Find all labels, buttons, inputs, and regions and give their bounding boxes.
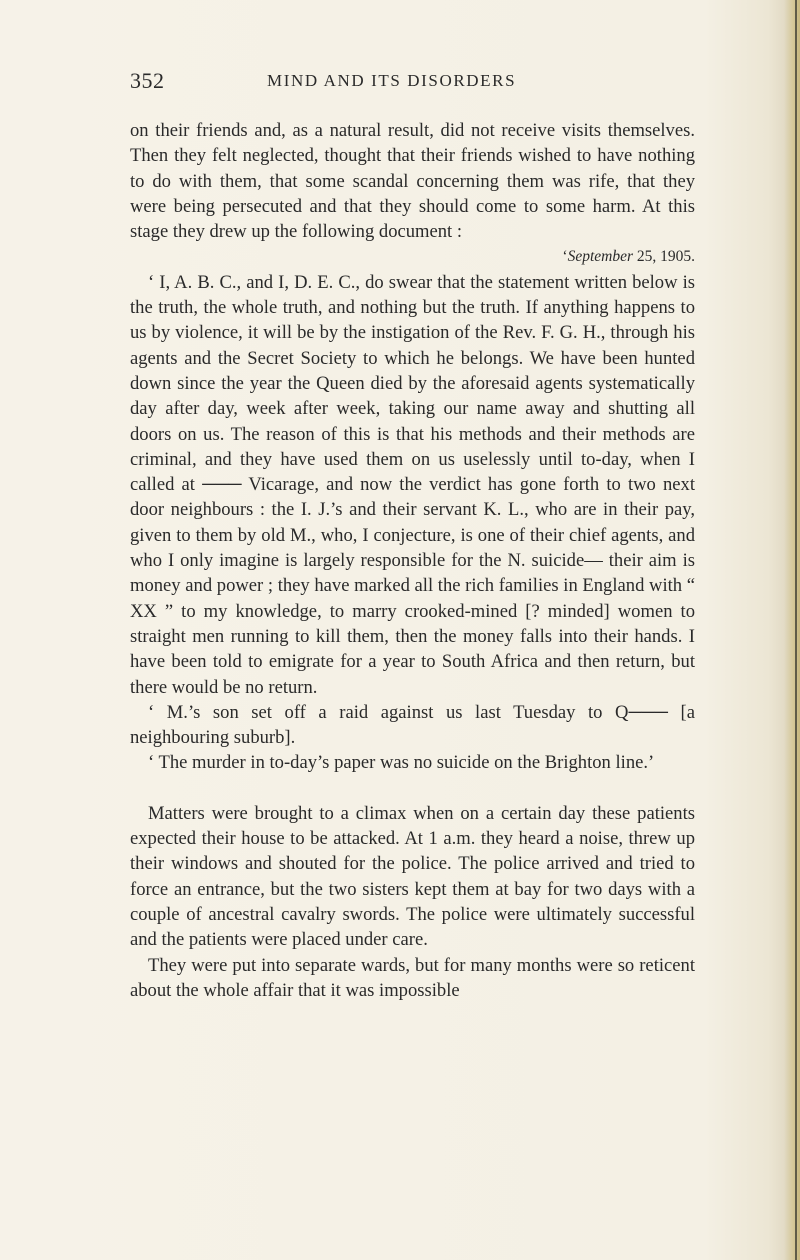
paragraph-opening: on their friends and, as a natural result, did not receive visits themselves. Then they felt neglected, thought that their friends wished to have nothing to do with them, that some scandal concerning them was rife, that they were being persecuted and that they should come to some harm. At this stage they drew up the following document : [130,120,695,243]
page-edge-shadow [784,0,800,1260]
page-number: 352 [130,68,165,93]
paragraph-wards: They were put into separate wards, but for many months were so reticent about the whole affair that it was impossible [130,954,695,1001]
quoted-raid: ‘ M.’s son set off a raid against us last Tuesday to Q─── [a neighbouring suburb]. [130,701,695,749]
paragraph-gap [130,776,695,801]
date-day-year: 25, 1905. [633,248,695,266]
date-month: September [567,248,633,266]
running-head: MIND AND ITS DISORDERS [267,71,517,90]
document-date [130,244,695,269]
quoted-murder: ‘ The murder in to-day’s paper was no suicide on the Brighton line.’ [148,752,655,774]
date-open-quote: ‘ [562,248,568,266]
page-header [130,68,690,98]
paragraph-climax: Matters were brought to a climax when on a certain day these patients expected their house to be attacked. At 1 a.m. they heard a noise, threw up their windows and shouted for the police. The police arrived and tried to force an entrance, but the two sisters kept them at bay for two days with a couple of ancestral cavalry swords. The police were ultimately successful and the patients were placed under care. [130,802,695,951]
quoted-statement: ‘ I, A. B. C., and I, D. E. C., do swear that the statement written below is the truth, the whole truth, and nothing but the truth. If anything happens to us by violence, it will be by the instigation of the Rev. F. G. H., through his agents and the Secret Society to which he belongs. We have been hunted down since the year the Queen died by the aforesaid agents systematically day after day, week after week, taking our name away and shutting all doors on us. The reason of this is that his methods and their methods are criminal, and they have used them on us uselessly until to-day, when I called at ─── Vicarage, and now the verdict has gone forth to two next door neighbours : the I. J.’s and their servant K. L., who are in their pay, given to them by old M., who, I conjecture, is one of their chief agents, and who I only imagine is largely responsible for the N. suicide— their aim is money and power ; they have marked all the rich families in England with “ XX ” to my knowledge, to marry crooked-mined [? minded] women to straight men running to kill them, then the money falls into their hands. I have been told to emigrate for a year to South Africa and then return, but there would be no return. [130,271,695,698]
page-edge-line [795,0,797,1260]
body-text [130,118,695,1003]
